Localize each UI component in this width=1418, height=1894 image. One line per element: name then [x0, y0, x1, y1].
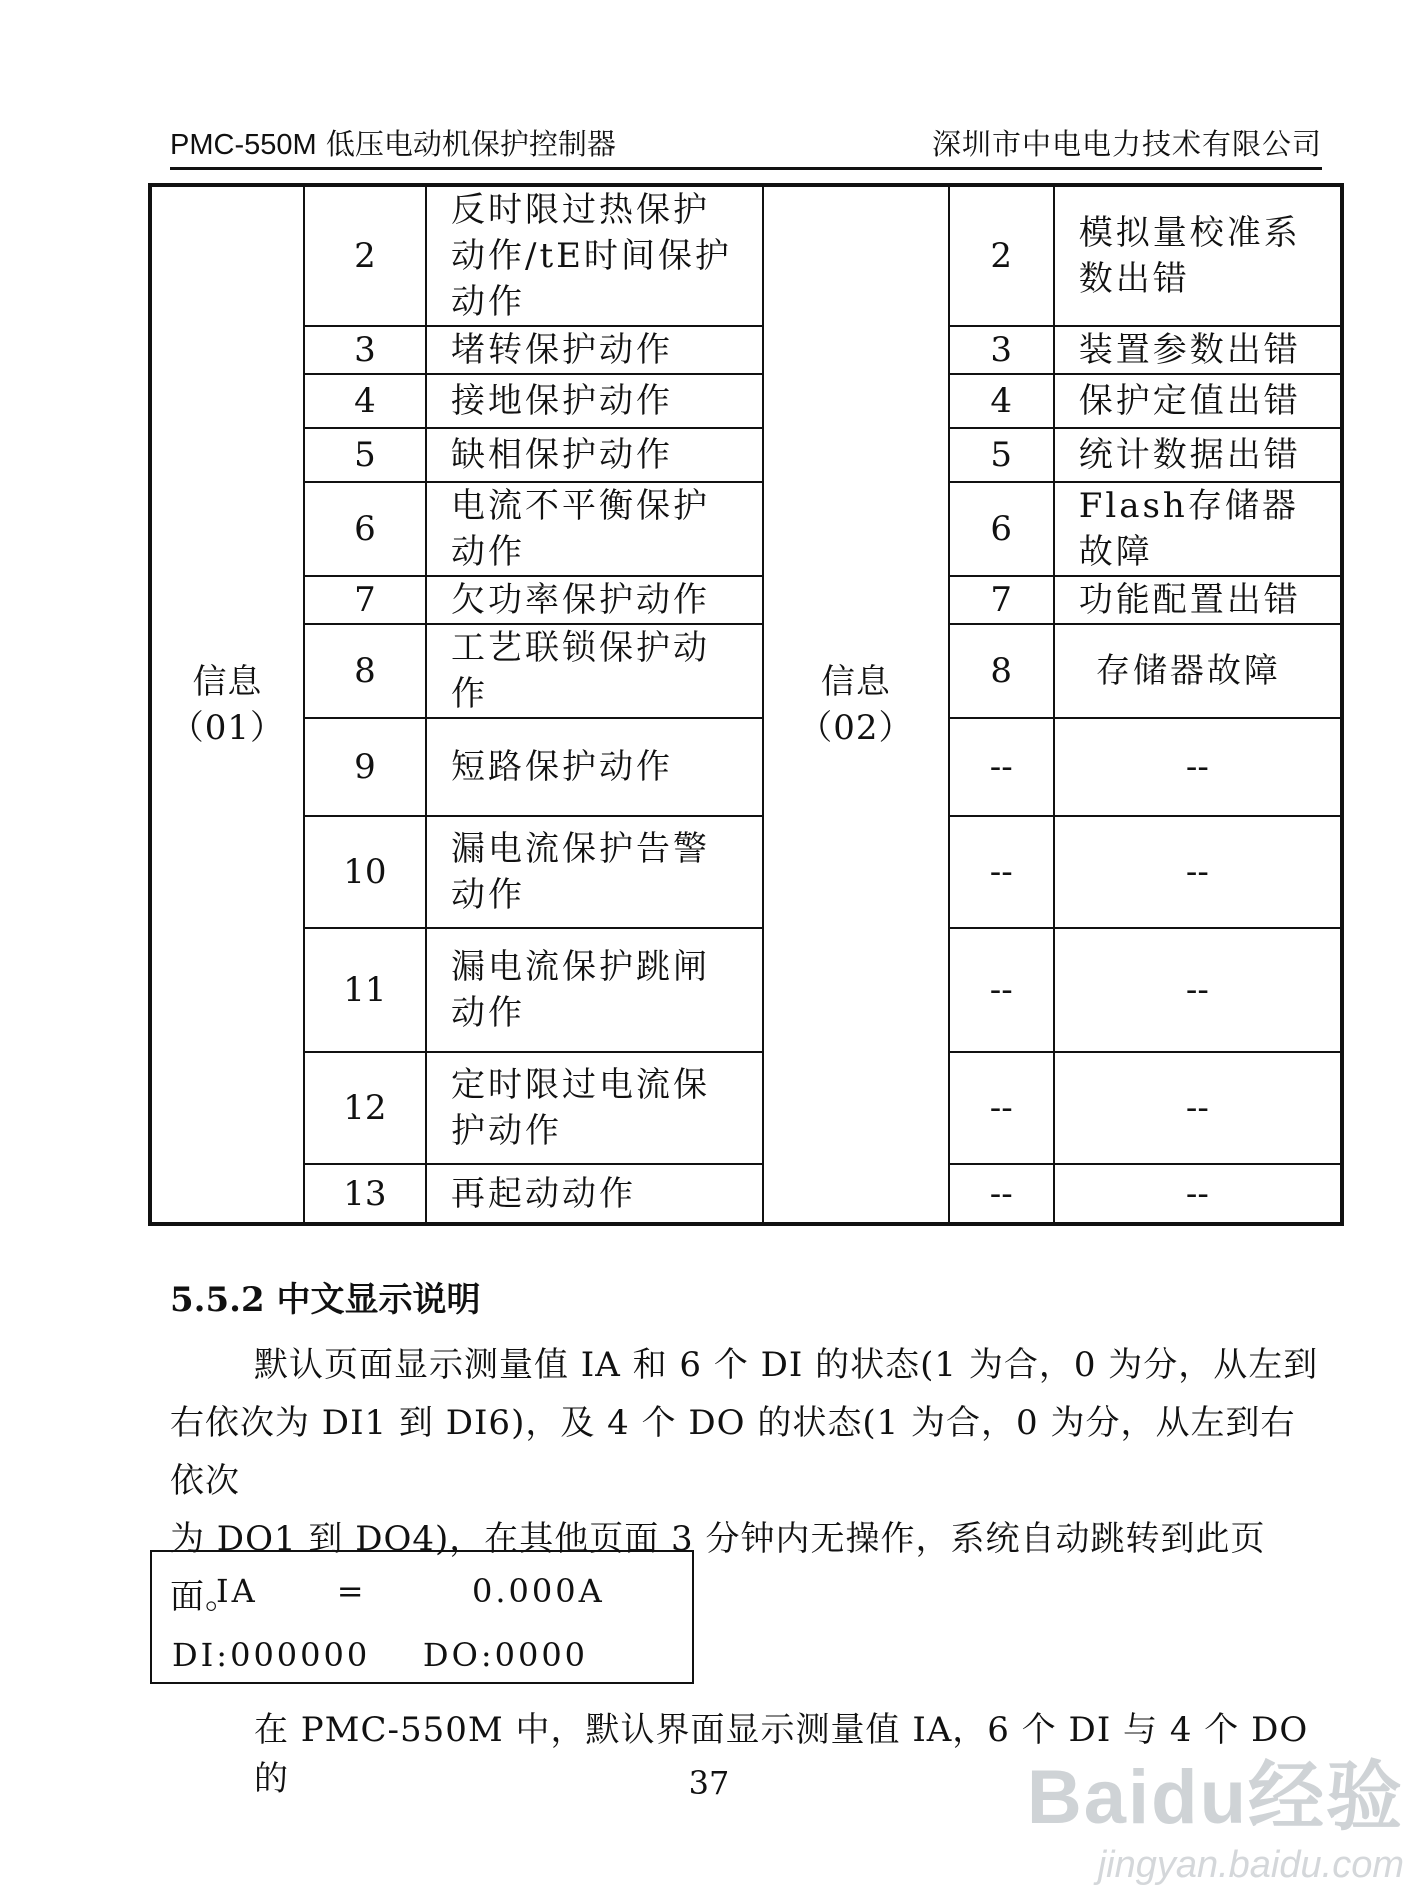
- row-number: 5: [304, 428, 426, 482]
- row-description: --: [1054, 816, 1342, 928]
- row-number: 13: [304, 1164, 426, 1224]
- row-description: --: [1054, 928, 1342, 1052]
- row-number: --: [949, 1052, 1054, 1164]
- watermark: [1010, 1736, 1410, 1894]
- row-number: 3: [304, 326, 426, 374]
- row-number: --: [949, 816, 1054, 928]
- row-description: 定时限过电流保护动作: [426, 1052, 763, 1164]
- watermark-logo: Baidu经验: [1026, 1755, 1404, 1840]
- row-description: 电流不平衡保护动作: [426, 482, 763, 576]
- section-number: 5.5.2: [170, 1280, 265, 1320]
- row-description: 统计数据出错: [1054, 428, 1342, 482]
- row-number: 5: [949, 428, 1054, 482]
- lcd-line-io-status: DI:000000 DO:0000: [172, 1636, 589, 1674]
- page-header: [170, 122, 1322, 166]
- row-number: 6: [304, 482, 426, 576]
- row-number: 9: [304, 718, 426, 816]
- row-number: --: [949, 718, 1054, 816]
- group-info-01: 信息 （01）: [150, 185, 304, 1224]
- paragraph-line: 右依次为 DI1 到 DI6)，及 4 个 DO 的状态(1 为合，0 为分，从左到右依次: [170, 1403, 1296, 1501]
- row-number: --: [949, 928, 1054, 1052]
- row-number: 8: [304, 624, 426, 718]
- row-description: 接地保护动作: [426, 374, 763, 428]
- body-paragraph-2: 在 PMC-550M 中，默认界面显示测量值 IA，6 个 DI 与 4 个 DO 的: [254, 1710, 1309, 1799]
- row-description: 反时限过热保护动作/tE时间保护动作: [426, 185, 763, 326]
- row-description: 再起动动作: [426, 1164, 763, 1224]
- row-description: 欠功率保护动作: [426, 576, 763, 624]
- row-description: --: [1054, 1164, 1342, 1224]
- row-number: 8: [949, 624, 1054, 718]
- lcd-line-current: IA = 0.000A: [216, 1572, 605, 1610]
- watermark-url: jingyan.baidu.com: [1097, 1844, 1404, 1886]
- page-number: 37: [688, 1764, 730, 1802]
- row-description: 存储器故障: [1054, 624, 1342, 718]
- section-title: 中文显示说明: [276, 1280, 481, 1320]
- row-description: 漏电流保护告警动作: [426, 816, 763, 928]
- row-description: 缺相保护动作: [426, 428, 763, 482]
- row-description: --: [1054, 718, 1342, 816]
- row-description: 模拟量校准系数出错: [1054, 185, 1342, 326]
- row-description: Flash存储器故障: [1054, 482, 1342, 576]
- info-code-table: [148, 183, 1344, 1251]
- row-description: 保护定值出错: [1054, 374, 1342, 428]
- row-number: 11: [304, 928, 426, 1052]
- row-description: 装置参数出错: [1054, 326, 1342, 374]
- row-description: --: [1054, 1052, 1342, 1164]
- row-number: 7: [304, 576, 426, 624]
- header-product-name: 低压电动机保护控制器: [325, 127, 616, 161]
- header-rule: [170, 167, 1322, 170]
- row-number: 10: [304, 816, 426, 928]
- row-number: 2: [304, 185, 426, 326]
- row-number: 7: [949, 576, 1054, 624]
- header-model: PMC-550M: [170, 129, 317, 161]
- row-description: 堵转保护动作: [426, 326, 763, 374]
- group-info-02: 信息 （02）: [763, 185, 949, 1224]
- row-number: 4: [304, 374, 426, 428]
- header-product: [170, 122, 616, 163]
- row-description: 短路保护动作: [426, 718, 763, 816]
- header-company: 深圳市中电电力技术有限公司: [931, 127, 1322, 161]
- lcd-display-box: [150, 1550, 694, 1684]
- paragraph-line: 为 DO1 到 DO4)，在其他页面 3 分钟内无操作，系统自动跳转到此页面。: [170, 1519, 1266, 1617]
- row-number: 3: [949, 326, 1054, 374]
- row-number: 2: [949, 185, 1054, 326]
- row-number: 12: [304, 1052, 426, 1164]
- section-heading: [170, 1272, 481, 1321]
- row-number: 6: [949, 482, 1054, 576]
- row-number: --: [949, 1164, 1054, 1224]
- row-number: 4: [949, 374, 1054, 428]
- row-description: 漏电流保护跳闸动作: [426, 928, 763, 1052]
- paragraph-line: 默认页面显示测量值 IA 和 6 个 DI 的状态(1 为合，0 为分，从左到: [254, 1345, 1319, 1385]
- row-description: 工艺联锁保护动作: [426, 624, 763, 718]
- row-description: 功能配置出错: [1054, 576, 1342, 624]
